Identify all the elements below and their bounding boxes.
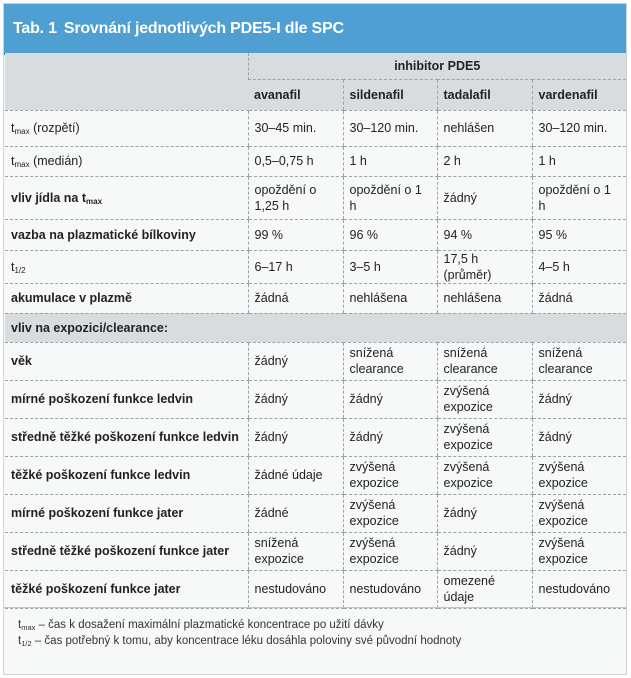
- cell-tadalafil: zvýšená expozice: [437, 418, 532, 456]
- cell-vardenafil: snížená clearance: [532, 342, 626, 380]
- row-label: středně těžké poškození funkce ledvin: [5, 418, 248, 456]
- row-label: vazba na plazmatické bílkoviny: [5, 219, 248, 250]
- cell-sildenafil: žádný: [343, 380, 437, 418]
- row-label: těžké poškození funkce ledvin: [5, 456, 248, 494]
- cell-avanafil: 30–45 min.: [248, 110, 343, 146]
- cell-tadalafil: 94 %: [437, 219, 532, 250]
- table-row: [5, 570, 626, 608]
- cell-avanafil: 99 %: [248, 219, 343, 250]
- table-row: [5, 110, 626, 146]
- column-header-sildenafil: sildenafil: [343, 79, 437, 110]
- cell-avanafil: žádný: [248, 418, 343, 456]
- cell-avanafil: snížená expozice: [248, 532, 343, 570]
- cell-avanafil: 0,5–0,75 h: [248, 146, 343, 176]
- footnote: $t_{1/2}$ – čas potřebný k tomu, aby koncentrace léku dosáhla poloviny své původní hodnoty: [18, 635, 462, 648]
- cell-tadalafil: zvýšená expozice: [437, 456, 532, 494]
- cell-sildenafil: zvýšená expozice: [343, 456, 437, 494]
- footnote: $t_{max}$ – čas k dosažení maximální plazmatické koncentrace po užití dávky: [18, 619, 384, 632]
- cell-sildenafil: zvýšená expozice: [343, 532, 437, 570]
- cell-sildenafil: nestudováno: [343, 570, 437, 608]
- row-label: $t_{max}$ (rozpětí): [5, 110, 248, 146]
- cell-vardenafil: 1 h: [532, 146, 626, 176]
- cell-tadalafil: nehlášen: [437, 110, 532, 146]
- table-row: [5, 418, 626, 456]
- cell-sildenafil: 30–120 min.: [343, 110, 437, 146]
- table-row: [5, 250, 626, 283]
- table-card: [3, 3, 627, 675]
- cell-avanafil: opoždění o 1,25 h: [248, 176, 343, 219]
- row-label: $t_{max}$ (medián): [5, 146, 248, 176]
- row-label: akumulace v plazmě: [5, 283, 248, 313]
- table-row: [5, 283, 626, 313]
- cell-tadalafil: žádný: [437, 494, 532, 532]
- cell-sildenafil: žádný: [343, 418, 437, 456]
- table-row: [5, 176, 626, 219]
- cell-tadalafil: žádný: [437, 532, 532, 570]
- header-group: inhibitor PDE5: [248, 53, 626, 79]
- column-header-vardenafil: vardenafil: [532, 79, 626, 110]
- table-row: [5, 532, 626, 570]
- cell-sildenafil: 1 h: [343, 146, 437, 176]
- row-label: středně těžké poškození funkce jater: [5, 532, 248, 570]
- cell-sildenafil: zvýšená expozice: [343, 494, 437, 532]
- table-number: Tab. 1: [13, 19, 57, 37]
- cell-avanafil: 6–17 h: [248, 250, 343, 283]
- comparison-table: [5, 53, 626, 609]
- cell-vardenafil: opoždění o 1 h: [532, 176, 626, 219]
- cell-avanafil: žádné: [248, 494, 343, 532]
- cell-sildenafil: 3–5 h: [343, 250, 437, 283]
- row-label: $t_{1/2}$: [5, 250, 248, 283]
- cell-vardenafil: žádný: [532, 418, 626, 456]
- cell-avanafil: žádný: [248, 342, 343, 380]
- cell-avanafil: nestudováno: [248, 570, 343, 608]
- cell-avanafil: žádné údaje: [248, 456, 343, 494]
- table-row: [5, 219, 626, 250]
- cell-tadalafil: nehlášena: [437, 283, 532, 313]
- cell-vardenafil: 95 %: [532, 219, 626, 250]
- cell-vardenafil: žádný: [532, 380, 626, 418]
- table-row: [5, 146, 626, 176]
- cell-tadalafil: omezené údaje: [437, 570, 532, 608]
- row-label: mírné poškození funkce ledvin: [5, 380, 248, 418]
- table-title-bar: [4, 4, 626, 55]
- row-label: věk: [5, 342, 248, 380]
- cell-avanafil: žádná: [248, 283, 343, 313]
- cell-avanafil: žádný: [248, 380, 343, 418]
- cell-vardenafil: žádná: [532, 283, 626, 313]
- header-empty: [5, 53, 248, 110]
- row-label: mírné poškození funkce jater: [5, 494, 248, 532]
- cell-vardenafil: zvýšená expozice: [532, 532, 626, 570]
- table-title: Srovnání jednotlivých PDE5-I dle SPC: [63, 19, 344, 37]
- cell-sildenafil: 96 %: [343, 219, 437, 250]
- cell-vardenafil: zvýšená expozice: [532, 456, 626, 494]
- cell-tadalafil: 17,5 h (průměr): [437, 250, 532, 283]
- table-row: [5, 342, 626, 380]
- cell-vardenafil: 30–120 min.: [532, 110, 626, 146]
- cell-tadalafil: 2 h: [437, 146, 532, 176]
- table-bottom-rule: [4, 607, 626, 608]
- column-header-avanafil: avanafil: [248, 79, 343, 110]
- cell-sildenafil: opoždění o 1 h: [343, 176, 437, 219]
- table-row: [5, 456, 626, 494]
- cell-sildenafil: snížená clearance: [343, 342, 437, 380]
- cell-tadalafil: snížená clearance: [437, 342, 532, 380]
- group-label: vliv na expozici/clearance:: [5, 313, 626, 342]
- footnotes: [18, 617, 461, 649]
- row-label: těžké poškození funkce jater: [5, 570, 248, 608]
- table-row: [5, 380, 626, 418]
- cell-vardenafil: nestudováno: [532, 570, 626, 608]
- cell-vardenafil: zvýšená expozice: [532, 494, 626, 532]
- column-header-tadalafil: tadalafil: [437, 79, 532, 110]
- cell-sildenafil: nehlášena: [343, 283, 437, 313]
- table-row: [5, 494, 626, 532]
- row-label: vliv jídla na $t_{max}$: [5, 176, 248, 219]
- cell-vardenafil: 4–5 h: [532, 250, 626, 283]
- cell-tadalafil: žádný: [437, 176, 532, 219]
- cell-tadalafil: zvýšená expozice: [437, 380, 532, 418]
